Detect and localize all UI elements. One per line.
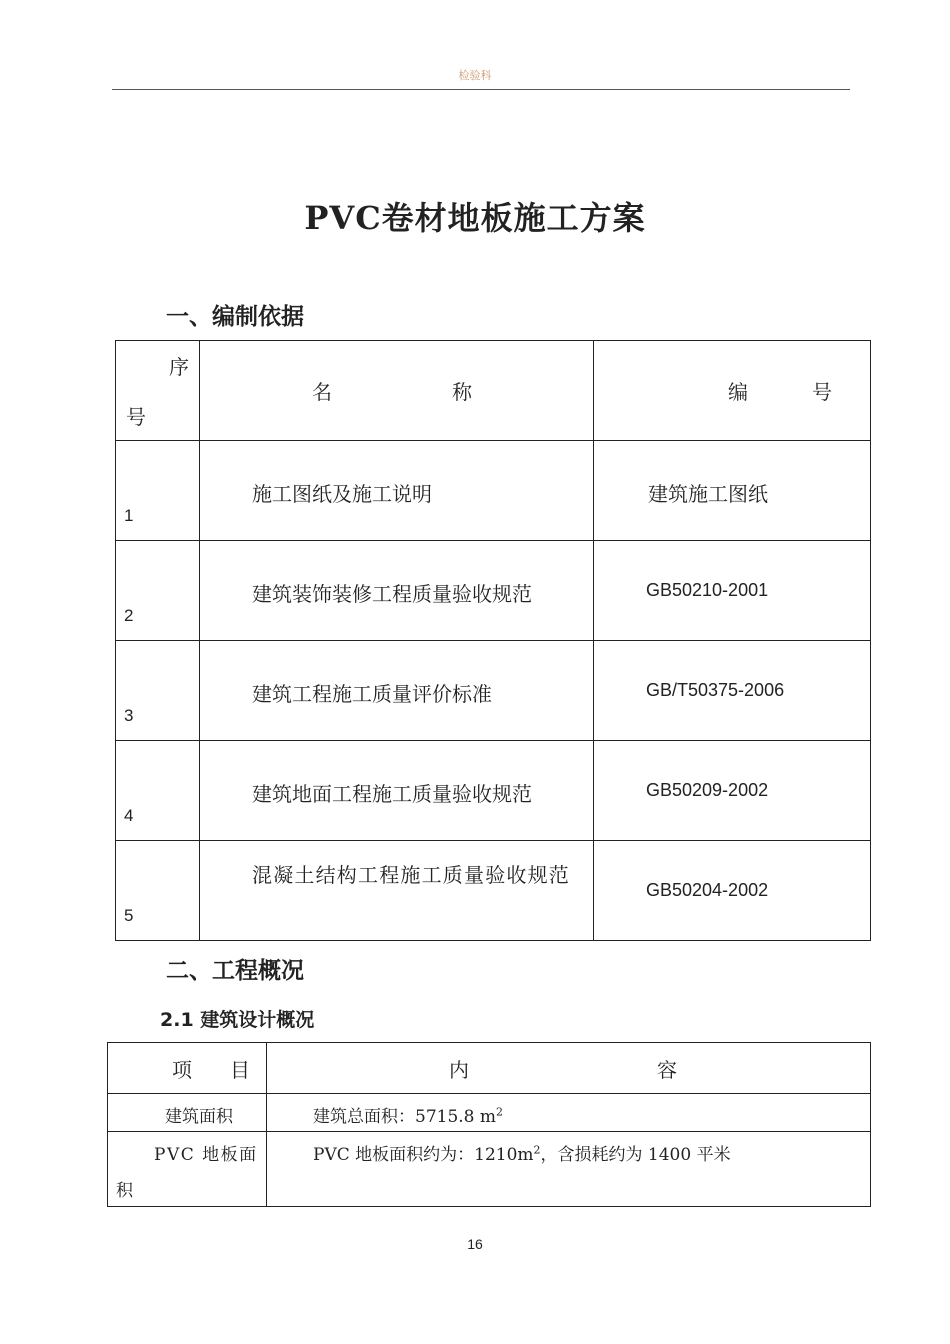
code-header: 编 号 xyxy=(728,380,832,404)
standard-name: 建筑工程施工质量评价标准 xyxy=(252,682,492,706)
content-value: PVC 地板面积约为：$1210m^2$，含损耗约为 1400 平米 xyxy=(313,1143,731,1165)
overview-header-row xyxy=(108,1043,871,1094)
section-1-heading: 一、编制依据 xyxy=(166,304,304,330)
table-row xyxy=(116,541,871,641)
basis-table xyxy=(115,340,871,941)
header-watermark: 检验科 xyxy=(458,69,492,82)
page-number: 16 xyxy=(467,1236,483,1252)
item-label-line2: 积 xyxy=(116,1181,133,1201)
standard-name: 建筑地面工程施工质量验收规范 xyxy=(252,782,532,806)
table-row xyxy=(116,741,871,841)
standard-code: GB/T50375-2006 xyxy=(646,680,785,700)
item-header: 项 目 xyxy=(172,1058,250,1082)
section-2-heading: 二、工程概况 xyxy=(166,958,304,984)
table-row xyxy=(108,1132,871,1207)
basis-table-header-row xyxy=(116,341,871,441)
item-label-line1: PVC 地板面 xyxy=(154,1145,258,1165)
standard-code: GB50209-2002 xyxy=(646,780,769,800)
row-number: 1 xyxy=(124,506,134,525)
table-row xyxy=(108,1094,871,1132)
seq-header-bottom: 号 xyxy=(126,405,146,429)
design-overview-table xyxy=(107,1042,871,1207)
table-row xyxy=(116,441,871,541)
content-value: 建筑总面积：5715.8 $m^2$ xyxy=(313,1105,504,1127)
item-label: 建筑面积 xyxy=(165,1107,233,1127)
row-number: 2 xyxy=(124,606,134,625)
header-rule xyxy=(112,89,850,90)
content-header: 内 容 xyxy=(449,1058,677,1082)
standard-name: 建筑装饰装修工程质量验收规范 xyxy=(252,582,532,606)
row-number: 3 xyxy=(124,706,134,725)
name-header: 名 称 xyxy=(312,380,472,404)
seq-header-top: 序 xyxy=(169,355,189,379)
subsection-2-1-heading: 2.1 建筑设计概况 xyxy=(160,1009,315,1031)
standard-name: 混凝土结构工程施工质量验收规范 xyxy=(252,863,570,887)
row-number: 5 xyxy=(124,906,134,925)
standard-name: 施工图纸及施工说明 xyxy=(252,482,432,506)
document-title: PVC卷材地板施工方案 xyxy=(304,199,646,237)
standard-code: GB50210-2001 xyxy=(646,580,769,600)
table-row xyxy=(116,841,871,941)
row-number: 4 xyxy=(124,806,134,825)
table-row xyxy=(116,641,871,741)
standard-code: GB50204-2002 xyxy=(646,880,769,900)
standard-code: 建筑施工图纸 xyxy=(648,482,768,506)
